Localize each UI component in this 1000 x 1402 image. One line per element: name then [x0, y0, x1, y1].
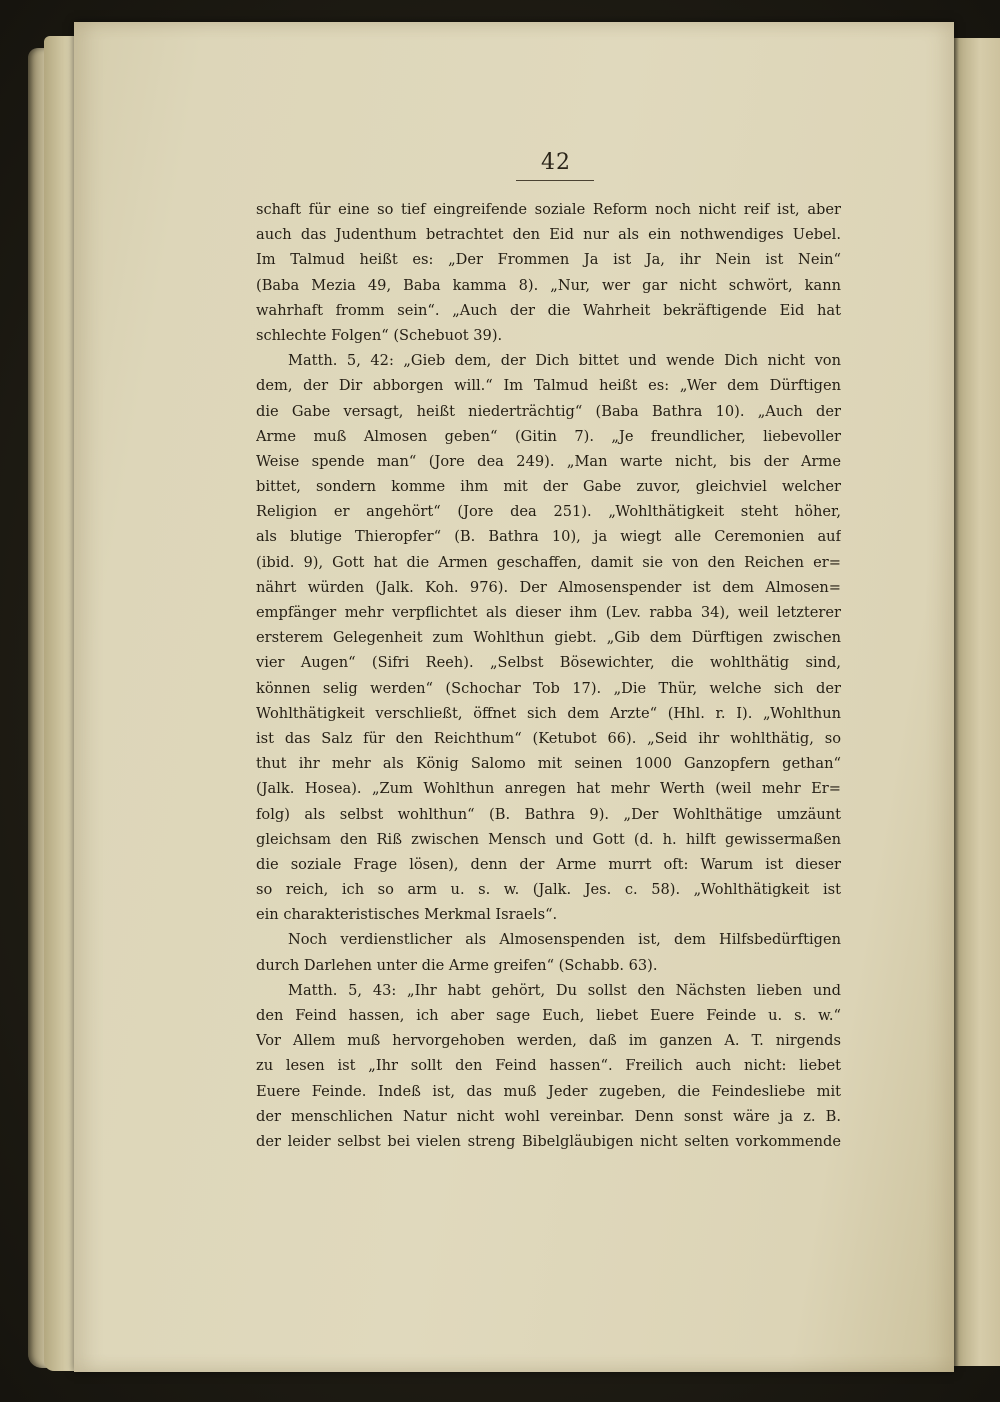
text-line: Noch verdienstlicher als Almosenspenden ist, dem Hilfsbedürftigen — [288, 931, 841, 949]
page-number: 42 — [541, 150, 571, 175]
text-line: (Jalk. Hosea). „Zum Wohlthun anregen hat mehr Werth (weil mehr Er= — [256, 780, 841, 798]
text-line: folg) als selbst wohlthun“ (B. Bathra 9). „Der Wohlthätige umzäunt — [256, 805, 841, 823]
text-line: Religion er angehört“ (Jore dea 251). „Wohlthätigkeit steht höher, — [256, 503, 841, 521]
text-line: thut ihr mehr als König Salomo mit seinen 1000 Ganzopfern gethan“ — [256, 755, 841, 773]
text-line: der menschlichen Natur nicht wohl vereinbar. Denn sonst wäre ja z. B. — [256, 1107, 841, 1125]
text-line: schlechte Folgen“ (Schebuot 39). — [256, 326, 503, 344]
text-line: die Gabe versagt, heißt niederträchtig“ (Baba Bathra 10). „Auch der — [256, 402, 841, 420]
text-line: als blutige Thieropfer“ (B. Bathra 10), ja wiegt alle Ceremonien auf — [256, 528, 841, 546]
text-line: vier Augen“ (Sifri Reeh). „Selbst Bösewichter, die wohlthätig sind, — [256, 654, 841, 672]
text-line: der leider selbst bei vielen streng Bibelgläubigen nicht selten vorkommende — [256, 1132, 841, 1150]
text-line: so reich, ich so arm u. s. w. (Jalk. Jes. c. 58). „Wohlthätigkeit ist — [256, 881, 841, 899]
text-line: schaft für eine so tief eingreifende soziale Reform noch nicht reif ist, aber — [256, 201, 841, 218]
text-line: bittet, sondern komme ihm mit der Gabe zuvor, gleichviel welcher — [256, 478, 841, 496]
text-line: (Baba Mezia 49, Baba kamma 8). „Nur, wer gar nicht schwört, kann — [256, 276, 841, 294]
text-line: auch das Judenthum betrachtet den Eid nur als ein nothwendiges Uebel. — [256, 226, 841, 244]
page-number-rule — [516, 180, 594, 181]
text-line: nährt würden (Jalk. Koh. 976). Der Almosenspender ist dem Almosen= — [256, 578, 841, 596]
text-line: den Feind hassen, ich aber sage Euch, liebet Euere Feinde u. s. w.“ — [256, 1007, 841, 1024]
text-line: empfänger mehr verpflichtet als dieser ihm (Lev. rabba 34), weil letzterer — [256, 604, 841, 621]
text-line: ersterem Gelegenheit zum Wohlthun giebt. „Gib dem Dürftigen zwischen — [256, 629, 841, 647]
text-line: Euere Feinde. Indeß ist, das muß Jeder zugeben, die Feindesliebe mit — [256, 1082, 841, 1100]
text-line: können selig werden“ (Schochar Tob 17). „Die Thür, welche sich der — [256, 679, 841, 697]
text-line: die soziale Frage lösen), denn der Arme murrt oft: Warum ist dieser — [256, 855, 841, 873]
text-line: Matth. 5, 42: „Gieb dem, der Dich bittet und wende Dich nicht von — [288, 352, 841, 370]
text-line: Matth. 5, 43: „Ihr habt gehört, Du sollst den Nächsten lieben und — [288, 981, 841, 999]
text-line: (ibid. 9), Gott hat die Armen geschaffen, damit sie von den Reichen er= — [256, 553, 841, 571]
text-line: Wohlthätigkeit verschließt, öffnet sich dem Arzte“ (Hhl. r. I). „Wohlthun — [256, 704, 841, 722]
text-line: Im Talmud heißt es: „Der Frommen Ja ist Ja, ihr Nein ist Nein“ — [256, 251, 841, 269]
facing-page-edge — [950, 38, 1000, 1366]
text-line: gleichsam den Riß zwischen Mensch und Gott (d. h. hilft gewissermaßen — [256, 830, 841, 848]
text-line: durch Darlehen unter die Arme greifen“ (Schabb. 63). — [256, 956, 658, 974]
text-line: Arme muß Almosen geben“ (Gitin 7). „Je freundlicher, liebevoller — [256, 427, 841, 445]
text-line: dem, der Dir abborgen will.“ Im Talmud heißt es: „Wer dem Dürftigen — [256, 377, 841, 395]
text-line: ist das Salz für den Reichthum“ (Ketubot 66). „Seid ihr wohlthätig, so — [256, 729, 841, 747]
text-line: ein charakteristisches Merkmal Israels“. — [256, 906, 558, 924]
text-line: zu lesen ist „Ihr sollt den Feind hassen“. Freilich auch nicht: liebet — [256, 1057, 841, 1075]
text-line: Vor Allem muß hervorgehoben werden, daß im ganzen A. T. nirgends — [256, 1032, 841, 1050]
text-line: Weise spende man“ (Jore dea 249). „Man warte nicht, bis der Arme — [256, 452, 841, 470]
text-line: wahrhaft fromm sein“. „Auch der die Wahrheit bekräftigende Eid hat — [256, 301, 841, 319]
page-body-text — [256, 197, 841, 1154]
